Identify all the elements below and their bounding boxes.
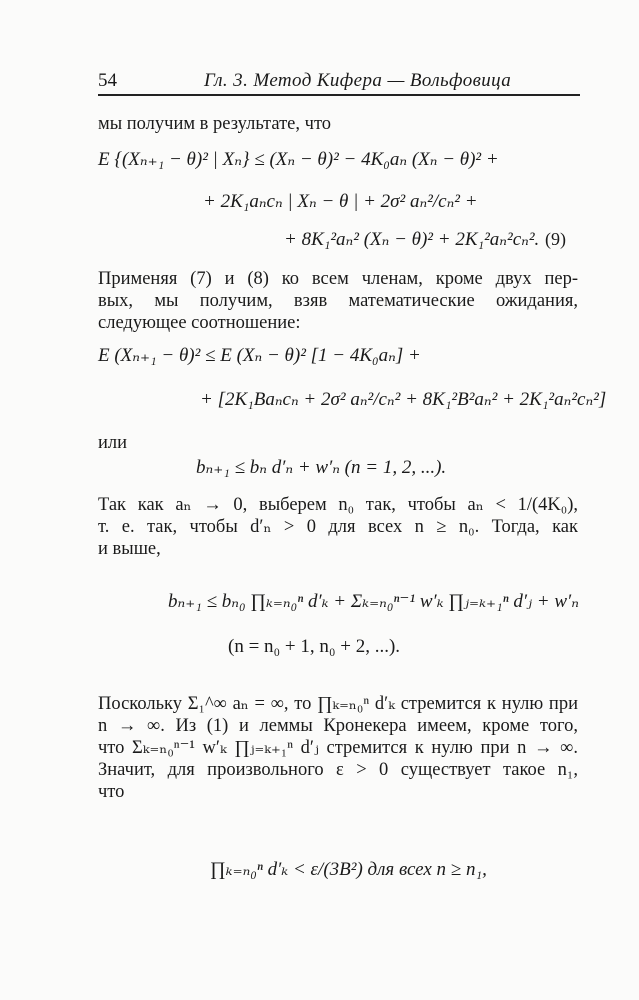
- formula-9-line-1: E {(Xₙ₊₁ − θ)² | Xₙ} ≤ (Xₙ − θ)² − 4K₀aₙ (Xₙ − θ)² +: [98, 149, 499, 170]
- text-line: вых, мы получим, взяв математические ожидания,: [98, 291, 578, 311]
- text-line: Так как aₙ → 0, выберем n₀ так, чтобы aₙ < 1/(4K₀),: [98, 495, 578, 515]
- text-line: что: [98, 782, 125, 802]
- formula-2-line-1: E (Xₙ₊₁ − θ)² ≤ E (Xₙ − θ)² [1 − 4K₀aₙ] +: [98, 345, 421, 366]
- equation-number: (9): [545, 229, 566, 249]
- paragraph-1: [98, 113, 578, 135]
- page-header: [98, 70, 580, 96]
- text-line: т. е. так, чтобы d′ₙ > 0 для всех n ≥ n₀. Тогда, как: [98, 517, 578, 537]
- text-line: или: [98, 433, 128, 453]
- formula-5: ∏ₖ₌ₙ₀ⁿ d′ₖ < ε/(3B²) для всех n ≥ n₁,: [210, 859, 487, 880]
- text-line: n → ∞. Из (1) и леммы Кронекера имеем, кроме того,: [98, 716, 578, 736]
- formula-9-line-2: + 2K₁aₙcₙ | Xₙ − θ | + 2σ² aₙ²/cₙ² +: [203, 191, 478, 212]
- formula-2-line-2: + [2K₁Baₙcₙ + 2σ² aₙ²/cₙ² + 8K₁²B²aₙ² + 2K₁²aₙ²cₙ²]: [200, 389, 607, 410]
- formula-9-line-3: + 8K₁²aₙ² (Xₙ − θ)² + 2K₁²aₙ²cₙ².: [284, 229, 540, 250]
- formula-4-line-2: (n = n₀ + 1, n₀ + 2, ...).: [228, 636, 401, 657]
- text-line: следующее соотношение:: [98, 313, 301, 333]
- text-line: что Σₖ₌ₙ₀ⁿ⁻¹ w′ₖ ∏ⱼ₌ₖ₊₁ⁿ d′ⱼ стремится к нулю при n → ∞.: [98, 738, 578, 758]
- text-line: и выше,: [98, 539, 161, 559]
- text-line: мы получим в результате, что: [98, 114, 332, 134]
- formula-4-line-1: bₙ₊₁ ≤ bₙ₀ ∏ₖ₌ₙ₀ⁿ d′ₖ + Σₖ₌ₙ₀ⁿ⁻¹ w′ₖ ∏ⱼ₌ₖ₊₁ⁿ d′ⱼ + w′ₙ: [168, 591, 579, 612]
- text-line: Поскольку Σ₁^∞ aₙ = ∞, то ∏ₖ₌ₙ₀ⁿ d′ₖ стремится к нулю при: [98, 694, 578, 714]
- running-title: Гл. 3. Метод Кифера — Вольфовица: [204, 70, 512, 91]
- formula-3: bₙ₊₁ ≤ bₙ d′ₙ + w′ₙ (n = 1, 2, ...).: [196, 457, 447, 478]
- paragraph-4: [98, 494, 578, 560]
- page-number: 54: [98, 70, 117, 91]
- paragraph-2: [98, 268, 578, 334]
- text-line: Применяя (7) и (8) ко всем членам, кроме двух пер-: [98, 269, 578, 289]
- paragraph-5: [98, 693, 578, 803]
- paragraph-3: [98, 432, 578, 454]
- text-line: Значит, для произвольного ε > 0 существует такое n₁,: [98, 760, 578, 780]
